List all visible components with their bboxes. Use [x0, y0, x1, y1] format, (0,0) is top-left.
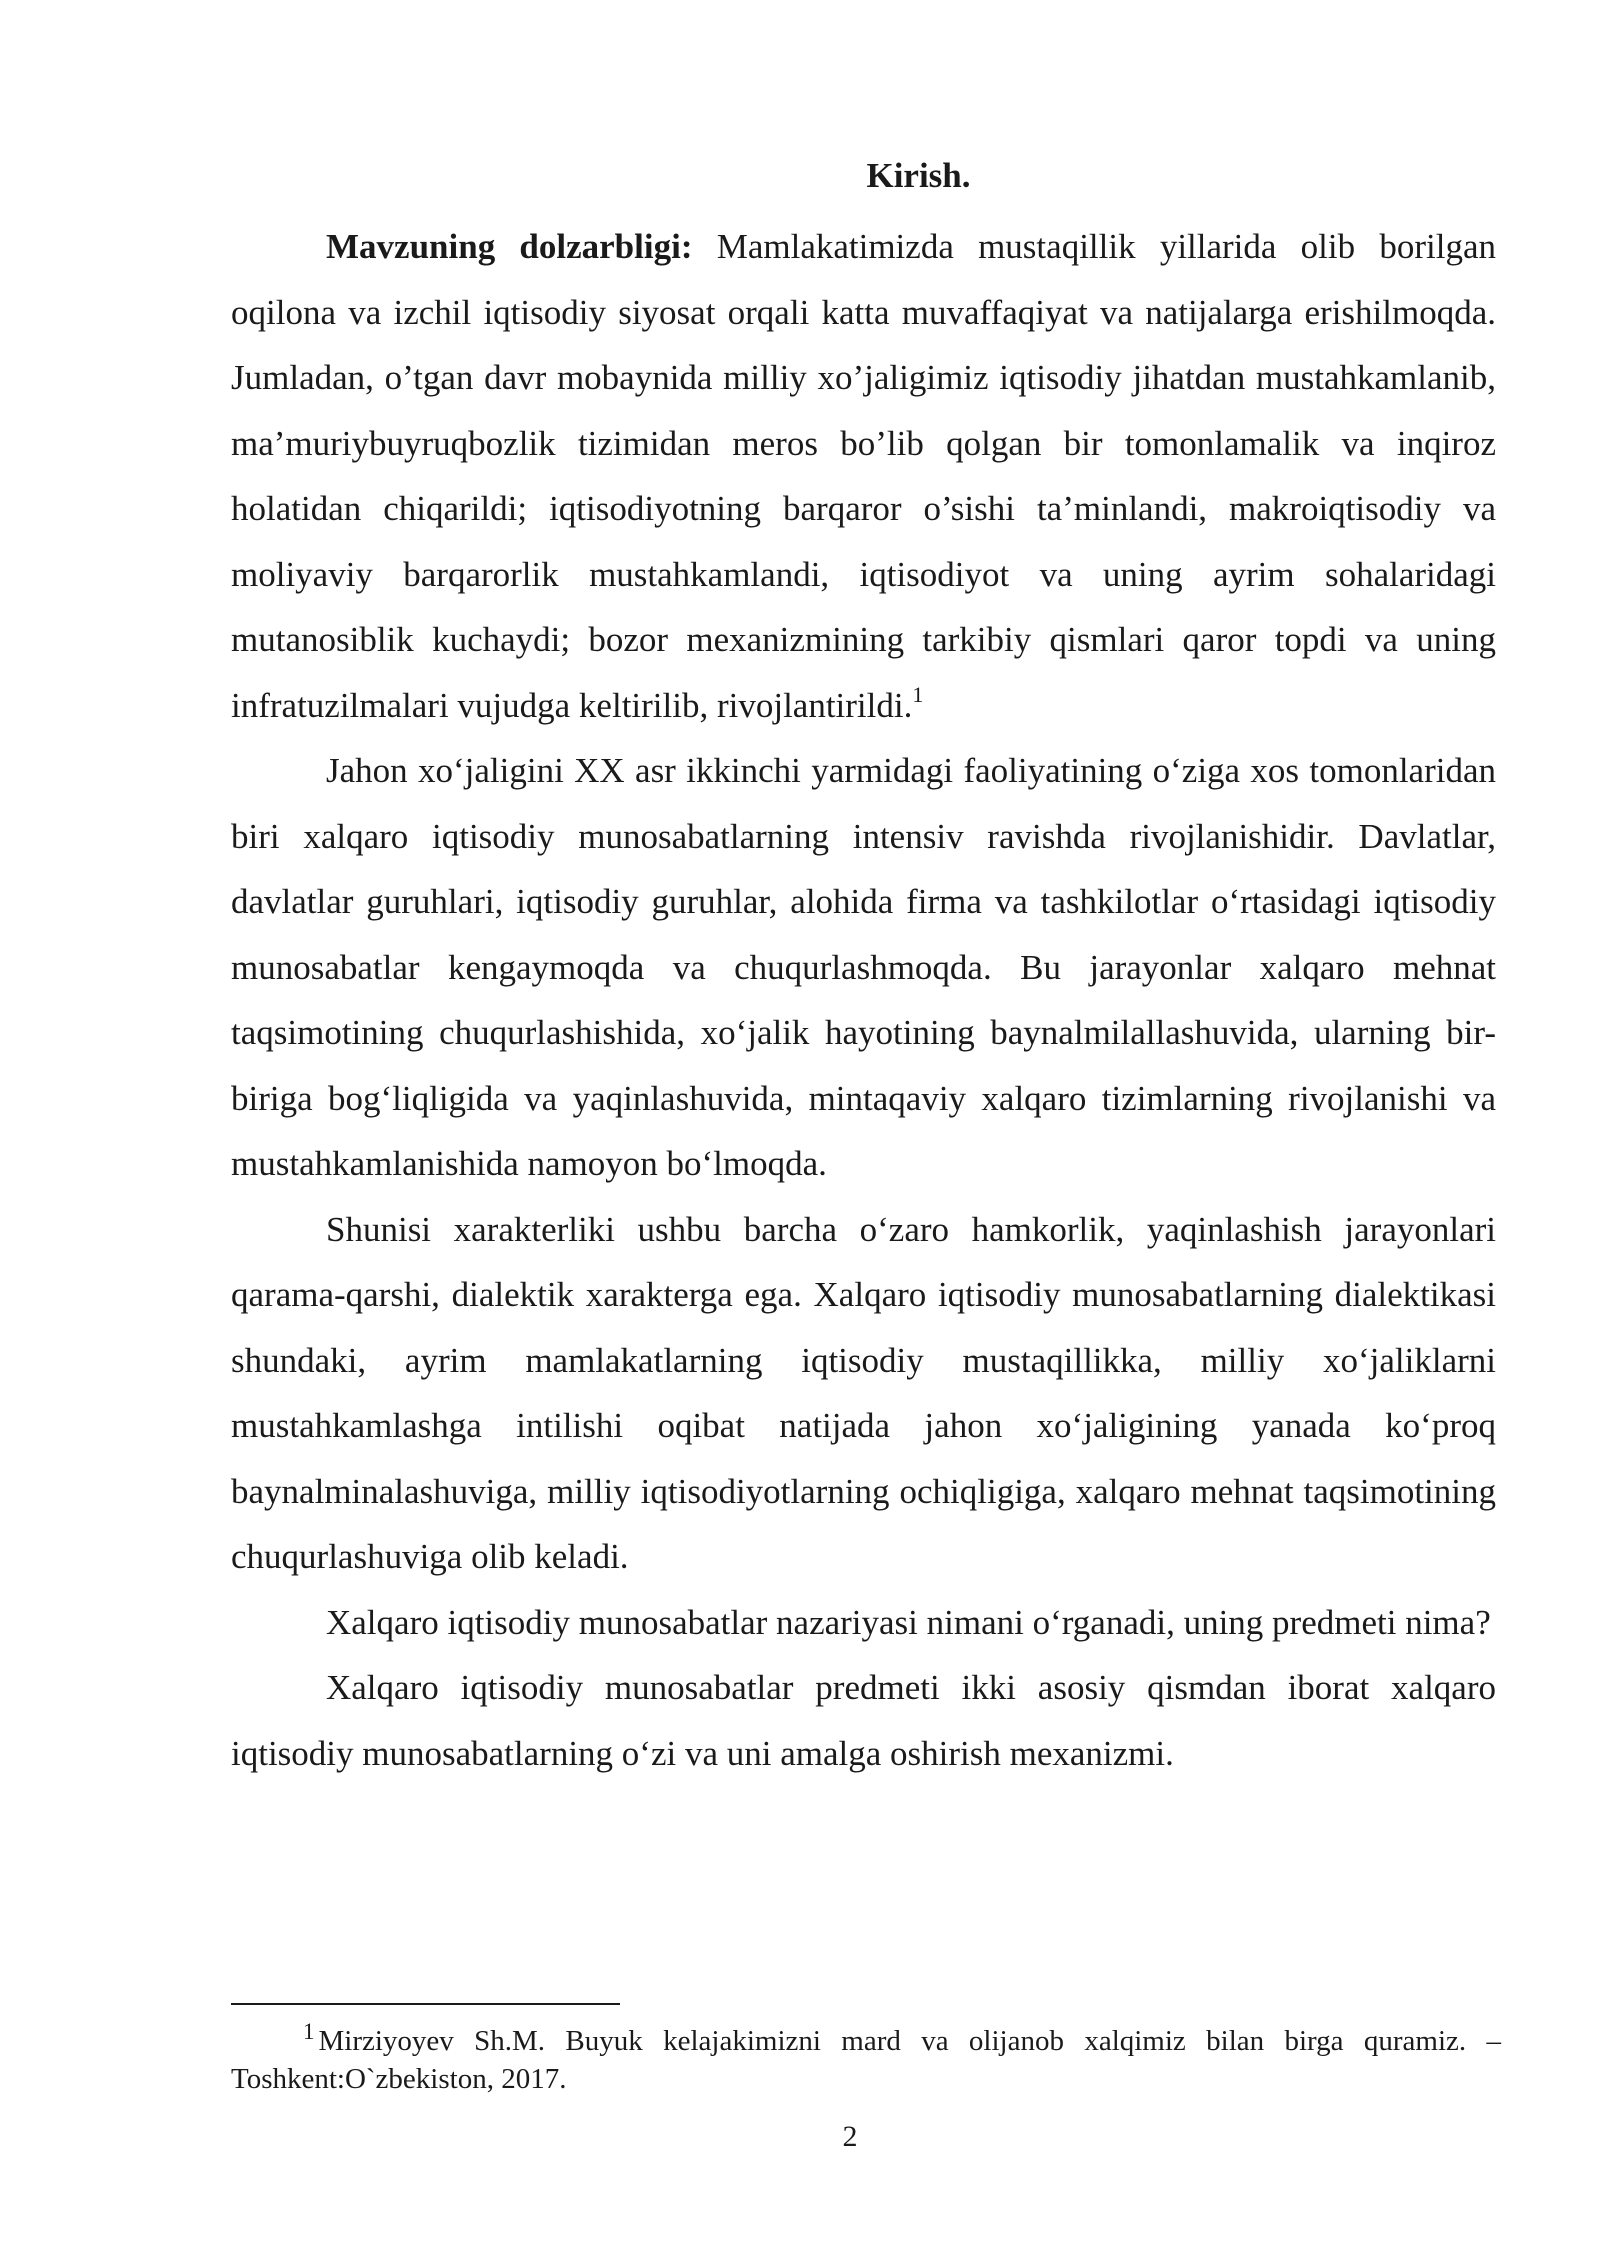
paragraph-dialectics: Shunisi xarakterliki ushbu barcha o‘zaro hamkorlik, yaqinlashish jarayonlari qarama-qarshi, dialektik xarakterga ega. Xalqaro iqtisodiy munosabatlarning dialektikasi shundaki, ayrim mamlakatlarning iqtisodiy mustaqillikka, milliy xo‘jaliklarni mustahkamlashga intilishi oqibat natijada jahon xo‘jaligining yanada ko‘proq baynalminalashuviga, milliy iqtisodiyotlarning ochiqligiga, xalqaro mehnat taqsimotining chuqurlashuviga olib keladi. — [231, 1209, 1496, 1576]
paragraph-text: Mamlakatimizda mustaqillik yillarida olib borilgan oqilona va izchil iqtisodiy siyosat orqali katta muvaffaqiyat va natijalarga erishilmoqda. Jumladan, o’tgan davr mobaynida milliy xo’jaligimiz iqtisodiy jihatdan mustahkamlanib, ma’muriybuyruqbozlik tizimidan meros bo’lib qolgan bir tomonlamalik va inqiroz holatidan chiqarildi; iqtisodiyotning barqaror o’sishi ta’minlandi, makroiqtisodiy va moliyaviy barqarorlik mustahkamlandi, iqtisodiyot va uning ayrim sohalaridagi mutanosiblik kuchaydi; bozor mexanizmining tarkibiy qismlari qaror topdi va uning infratuzilmalari vujudga keltirilib, rivojlantirildi. — [231, 227, 1496, 725]
paragraph-world-economy: Jahon xo‘jaligini XX asr ikkinchi yarmidagi faoliyatining o‘ziga xos tomonlaridan biri xalqaro iqtisodiy munosabatlarning intensiv ravishda rivojlanishidir. Davlatlar, davlatlar guruhlari, iqtisodiy guruhlar, alohida firma va tashkilotlar o‘rtasidagi iqtisodiy munosabatlar kengaymoqda va chuqurlashmoqda. Bu jarayonlar xalqaro mehnat taqsimotining chuqurlashishida, xo‘jalik hayotining baynalmilallashuvida, ularning bir-biriga bog‘liqligida va yaqinlashuvida, mintaqaviy xalqaro tizimlarning rivojlanishi va mustahkamlanishida namoyon bo‘lmoqda. — [231, 751, 1496, 1183]
paragraph-relevance — [231, 214, 1496, 738]
page-body — [231, 148, 1496, 1786]
paragraph-subject: Xalqaro iqtisodiy munosabatlar predmeti ikki asosiy qismdan iborat xalqaro iqtisodiy munosabatlarning o‘zi va uni amalga oshirish mexanizmi. — [231, 1668, 1496, 1773]
section-title: Kirish. — [866, 156, 971, 195]
footnote — [231, 2019, 1501, 2098]
footnote-marker: 1 — [303, 2019, 315, 2045]
footnote-separator — [231, 2003, 620, 2005]
paragraph-question: Xalqaro iqtisodiy munosabatlar nazariyasi nimani o‘rganadi, uning predmeti nima? — [326, 1602, 1491, 1642]
footnote-reference[interactable]: 1 — [912, 681, 924, 707]
page-number: 2 — [842, 2120, 858, 2153]
paragraph-lead: Mavzuning dolzarbligi: — [326, 227, 693, 266]
footnote-text: Mirziyoyev Sh.M. Buyuk kelajakimizni mard va olijanob xalqimiz bilan birga quramiz. – Toshkent:O`zbekiston, 2017. — [231, 2025, 1501, 2095]
